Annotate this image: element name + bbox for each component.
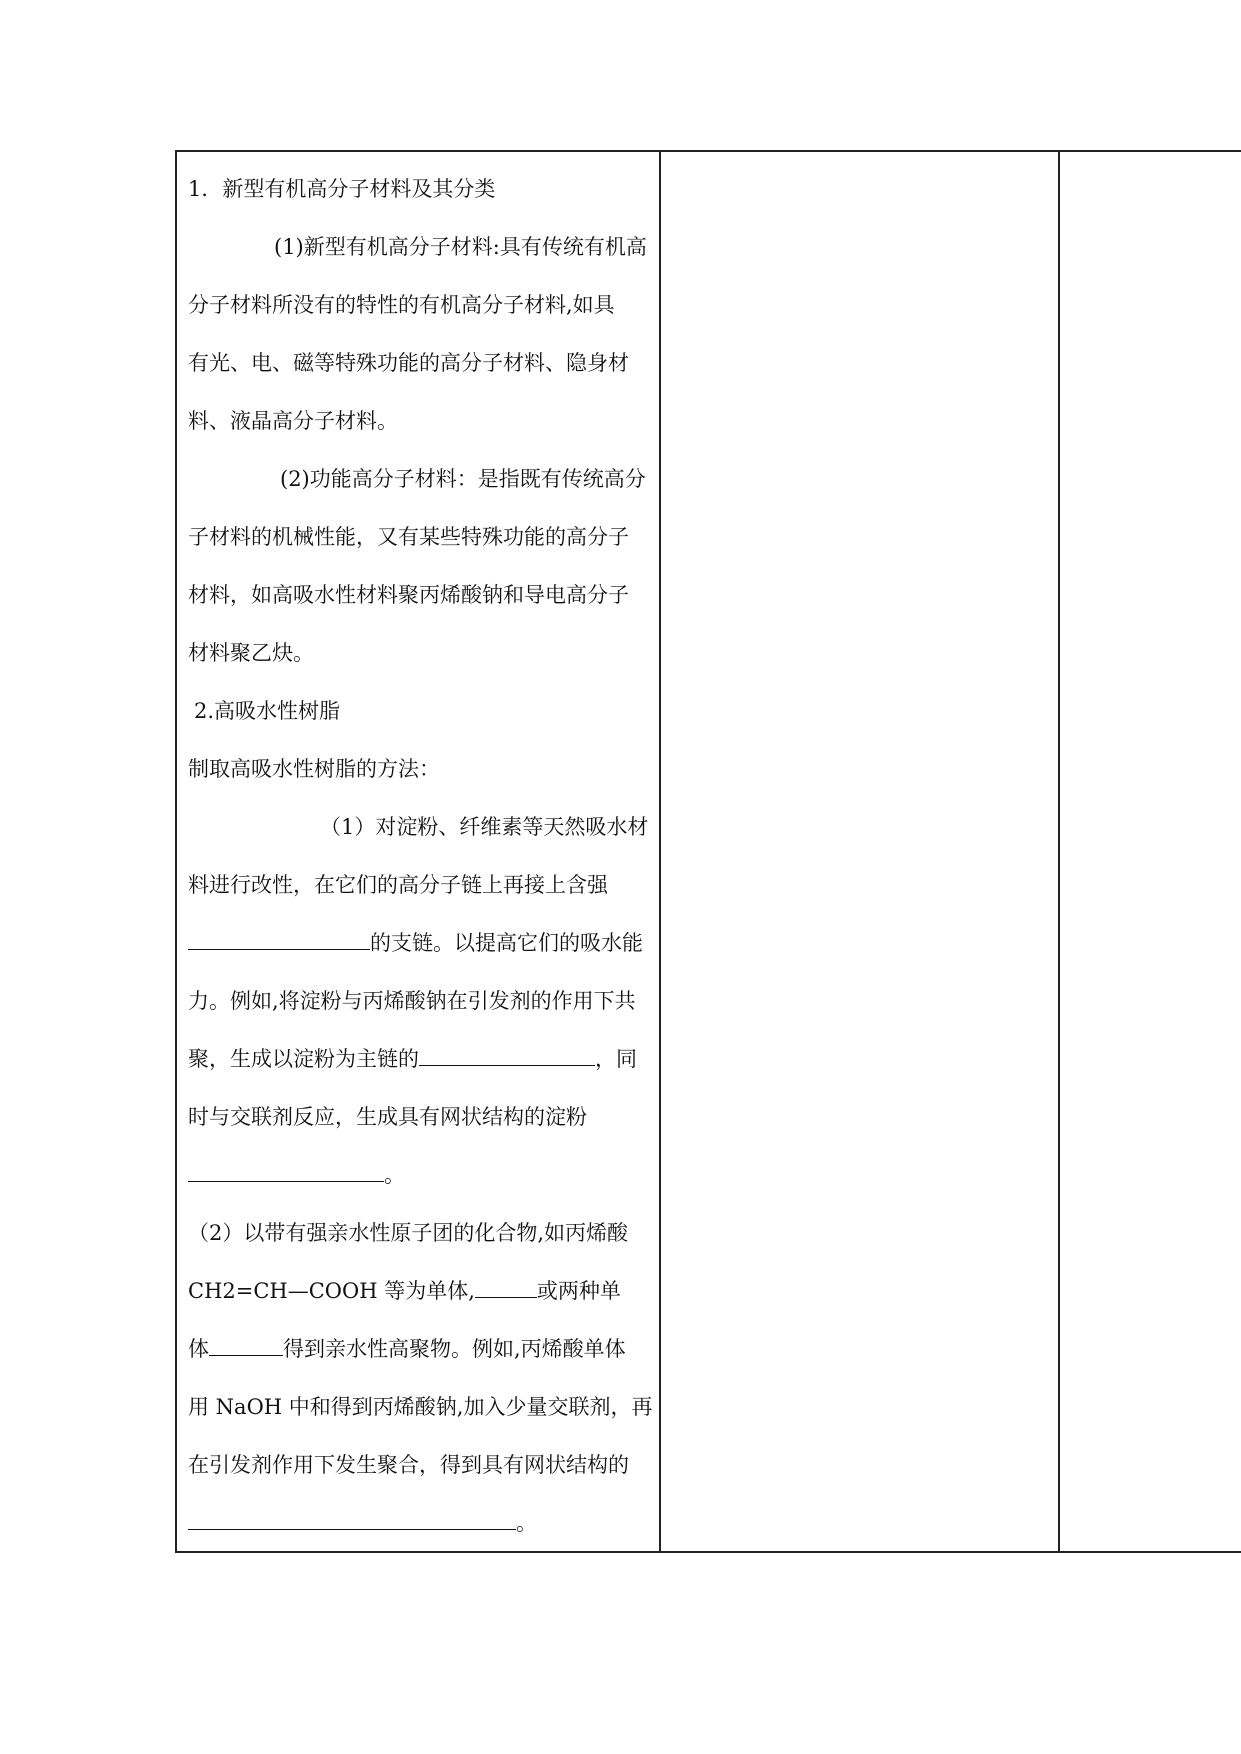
text-line: 材料聚乙炔。 [188, 641, 314, 665]
text-fragment: 。 [516, 1511, 537, 1535]
table-column-divider-1 [659, 150, 661, 1553]
table-bottom-border [175, 1551, 1241, 1553]
text-line: 材料，如高吸水性材料聚丙烯酸钠和导电高分子 [188, 583, 629, 607]
text-line: 有光、电、磁等特殊功能的高分子材料、隐身材 [188, 351, 629, 375]
text-line: (1)新型有机高分子材料:具有传统有机高 [274, 235, 647, 259]
text-line: 分子材料所没有的特性的有机高分子材料,如具 [188, 293, 615, 317]
fill-in-blank[interactable] [188, 1161, 384, 1182]
text-fragment: ，同 [595, 1047, 637, 1071]
text-line: 用 NaOH 中和得到丙烯酸钠,加入少量交联剂，再 [188, 1395, 653, 1419]
text-line-with-blank [188, 1044, 637, 1074]
text-fragment: 得到亲水性高聚物。例如,丙烯酸单体 [283, 1337, 626, 1361]
text-line: 料进行改性，在它们的高分子链上再接上含强 [188, 873, 608, 897]
text-line: 子材料的机械性能，又有某些特殊功能的高分子 [188, 525, 629, 549]
text-line: （1）对淀粉、纤维素等天然吸水材 [320, 815, 649, 839]
text-line: 料、液晶高分子材料。 [188, 409, 398, 433]
section-heading-1: 1．新型有机高分子材料及其分类 [188, 177, 496, 201]
text-line: (2)功能高分子材料：是指既有传统高分 [280, 467, 646, 491]
text-line: 在引发剂作用下发生聚合，得到具有网状结构的 [188, 1453, 629, 1477]
text-line-with-blank [188, 1160, 405, 1190]
text-line: （2）以带有强亲水性原子团的化合物,如丙烯酸 [188, 1221, 629, 1245]
text-fragment: 体 [188, 1337, 209, 1361]
section-heading-2: 2.高吸水性树脂 [194, 699, 341, 723]
text-fragment: 或两种单 [536, 1279, 621, 1303]
text-fragment: 。 [384, 1163, 405, 1187]
table-column-divider-2 [1058, 150, 1060, 1553]
text-line-with-blank [188, 1276, 621, 1306]
fill-in-blank[interactable] [188, 1509, 516, 1530]
text-line-with-blank [188, 1334, 626, 1364]
text-line-with-blank [188, 1508, 537, 1538]
text-line: 制取高吸水性树脂的方法： [188, 757, 440, 781]
text-fragment: CH2=CH—COOH 等为单体, [188, 1279, 475, 1303]
table-top-border [175, 150, 1241, 152]
text-fragment: 聚，生成以淀粉为主链的 [188, 1047, 419, 1071]
text-line: 力。例如,将淀粉与丙烯酸钠在引发剂的作用下共 [188, 989, 636, 1013]
text-line: 时与交联剂反应，生成具有网状结构的淀粉 [188, 1105, 587, 1129]
fill-in-blank[interactable] [419, 1045, 595, 1066]
text-line-with-blank [188, 928, 643, 958]
table-left-border [175, 150, 177, 1553]
text-fragment: 的支链。以提高它们的吸水能 [370, 931, 643, 955]
fill-in-blank[interactable] [188, 929, 370, 950]
fill-in-blank[interactable] [209, 1335, 283, 1356]
fill-in-blank[interactable] [475, 1277, 537, 1298]
